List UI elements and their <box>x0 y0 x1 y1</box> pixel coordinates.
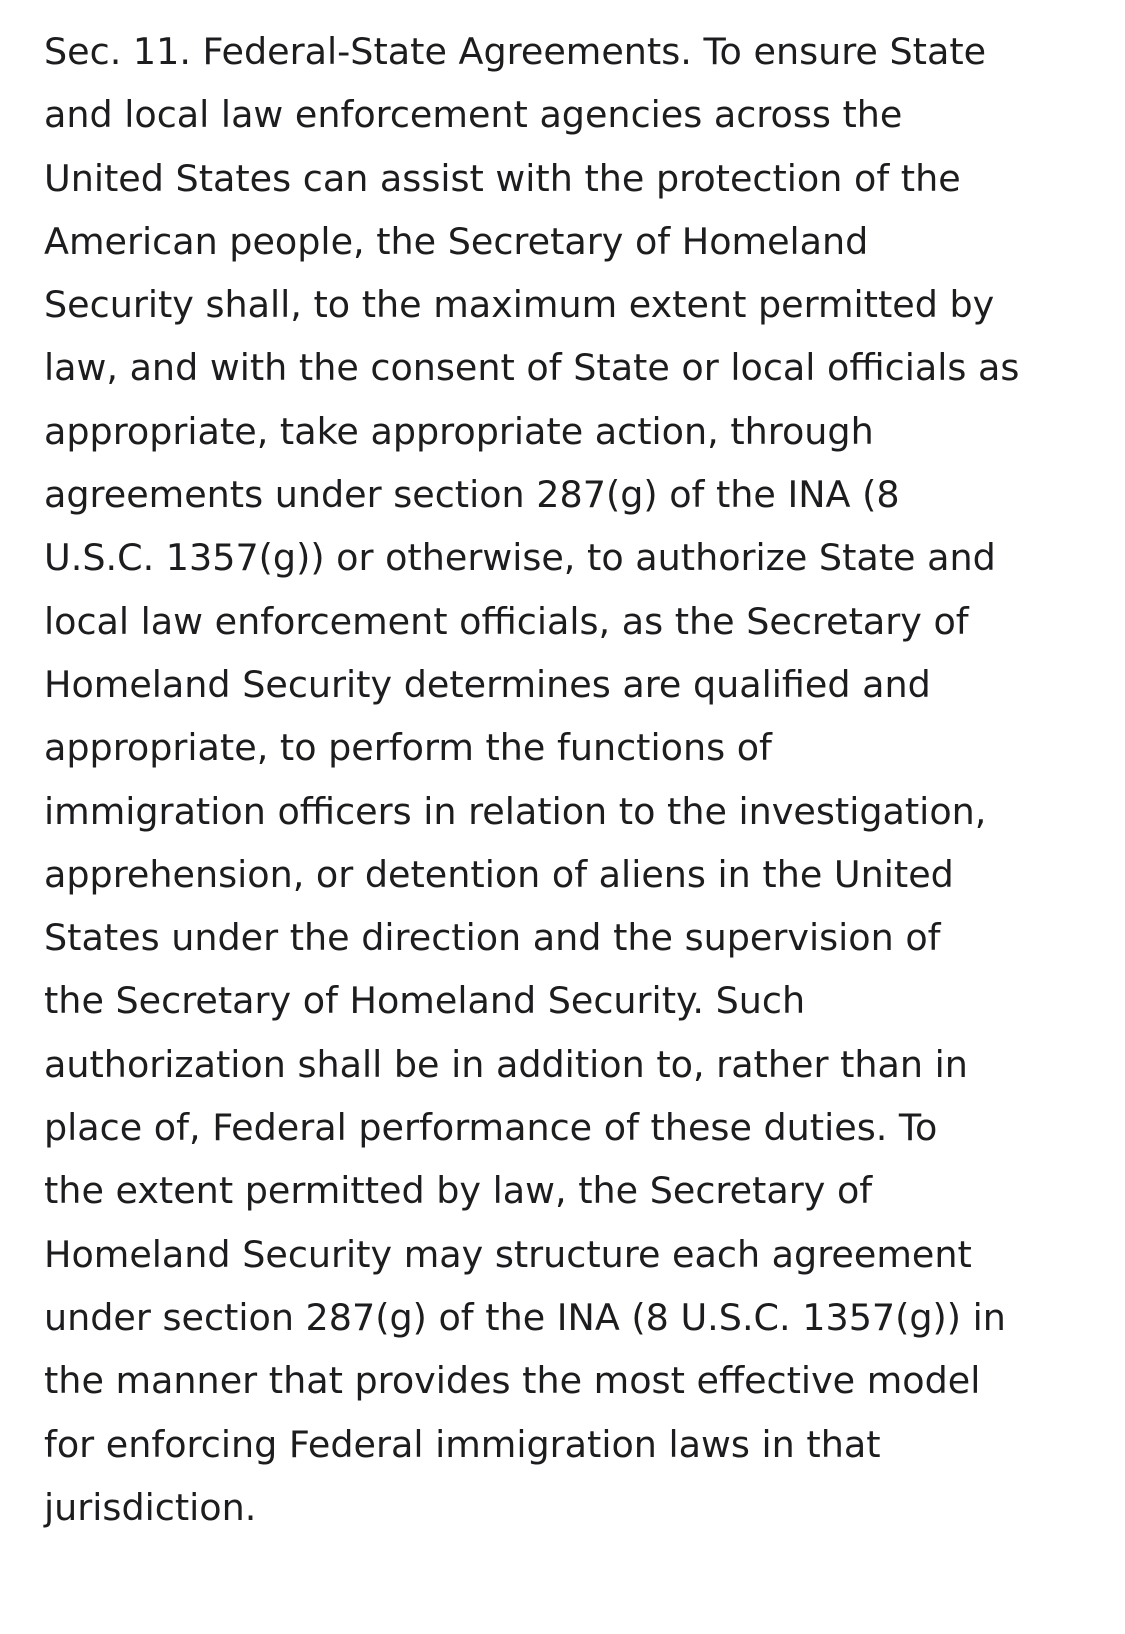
paragraph-line: U.S.C. 1357(g)) or otherwise, to authorize State and <box>44 536 996 580</box>
paragraph-line: United States can assist with the protection of the <box>44 156 961 200</box>
paragraph-line: Sec. 11. Federal-State Agreements. To ensure State <box>44 30 987 73</box>
paragraph-line: for enforcing Federal immigration laws in that <box>44 1422 881 1466</box>
paragraph-line: States under the direction and the supervision of <box>44 916 941 960</box>
paragraph-line: and local law enforcement agencies across the <box>44 93 903 137</box>
paragraph-line: agreements under section 287(g) of the INA (8 <box>44 473 900 517</box>
paragraph-line: jurisdiction. <box>44 1485 257 1529</box>
paragraph-line: Homeland Security may structure each agreement <box>44 1232 972 1276</box>
paragraph-line: apprehension, or detention of aliens in the United <box>44 852 954 896</box>
paragraph-line: under section 287(g) of the INA (8 U.S.C. 1357(g)) in <box>44 1295 1006 1339</box>
paragraph-line: appropriate, to perform the functions of <box>44 726 772 770</box>
paragraph-line: immigration officers in relation to the investigation, <box>44 789 987 833</box>
paragraph-line: Homeland Security determines are qualified and <box>44 662 931 706</box>
paragraph-line: appropriate, take appropriate action, through <box>44 409 874 453</box>
paragraph-line: the manner that provides the most effective model <box>44 1359 981 1403</box>
paragraph-line: authorization shall be in addition to, rather than in <box>44 1042 968 1086</box>
section-11-paragraph <box>44 20 1114 1539</box>
paragraph-line: American people, the Secretary of Homeland <box>44 219 869 263</box>
paragraph-line: the extent permitted by law, the Secretary of <box>44 1169 873 1213</box>
paragraph-line: place of, Federal performance of these duties. To <box>44 1106 938 1150</box>
paragraph-line: law, and with the consent of State or local officials as <box>44 346 1020 390</box>
paragraph-line: local law enforcement officials, as the Secretary of <box>44 599 969 643</box>
paragraph-line: Security shall, to the maximum extent permitted by <box>44 283 995 327</box>
paragraph-line: the Secretary of Homeland Security. Such <box>44 979 806 1023</box>
